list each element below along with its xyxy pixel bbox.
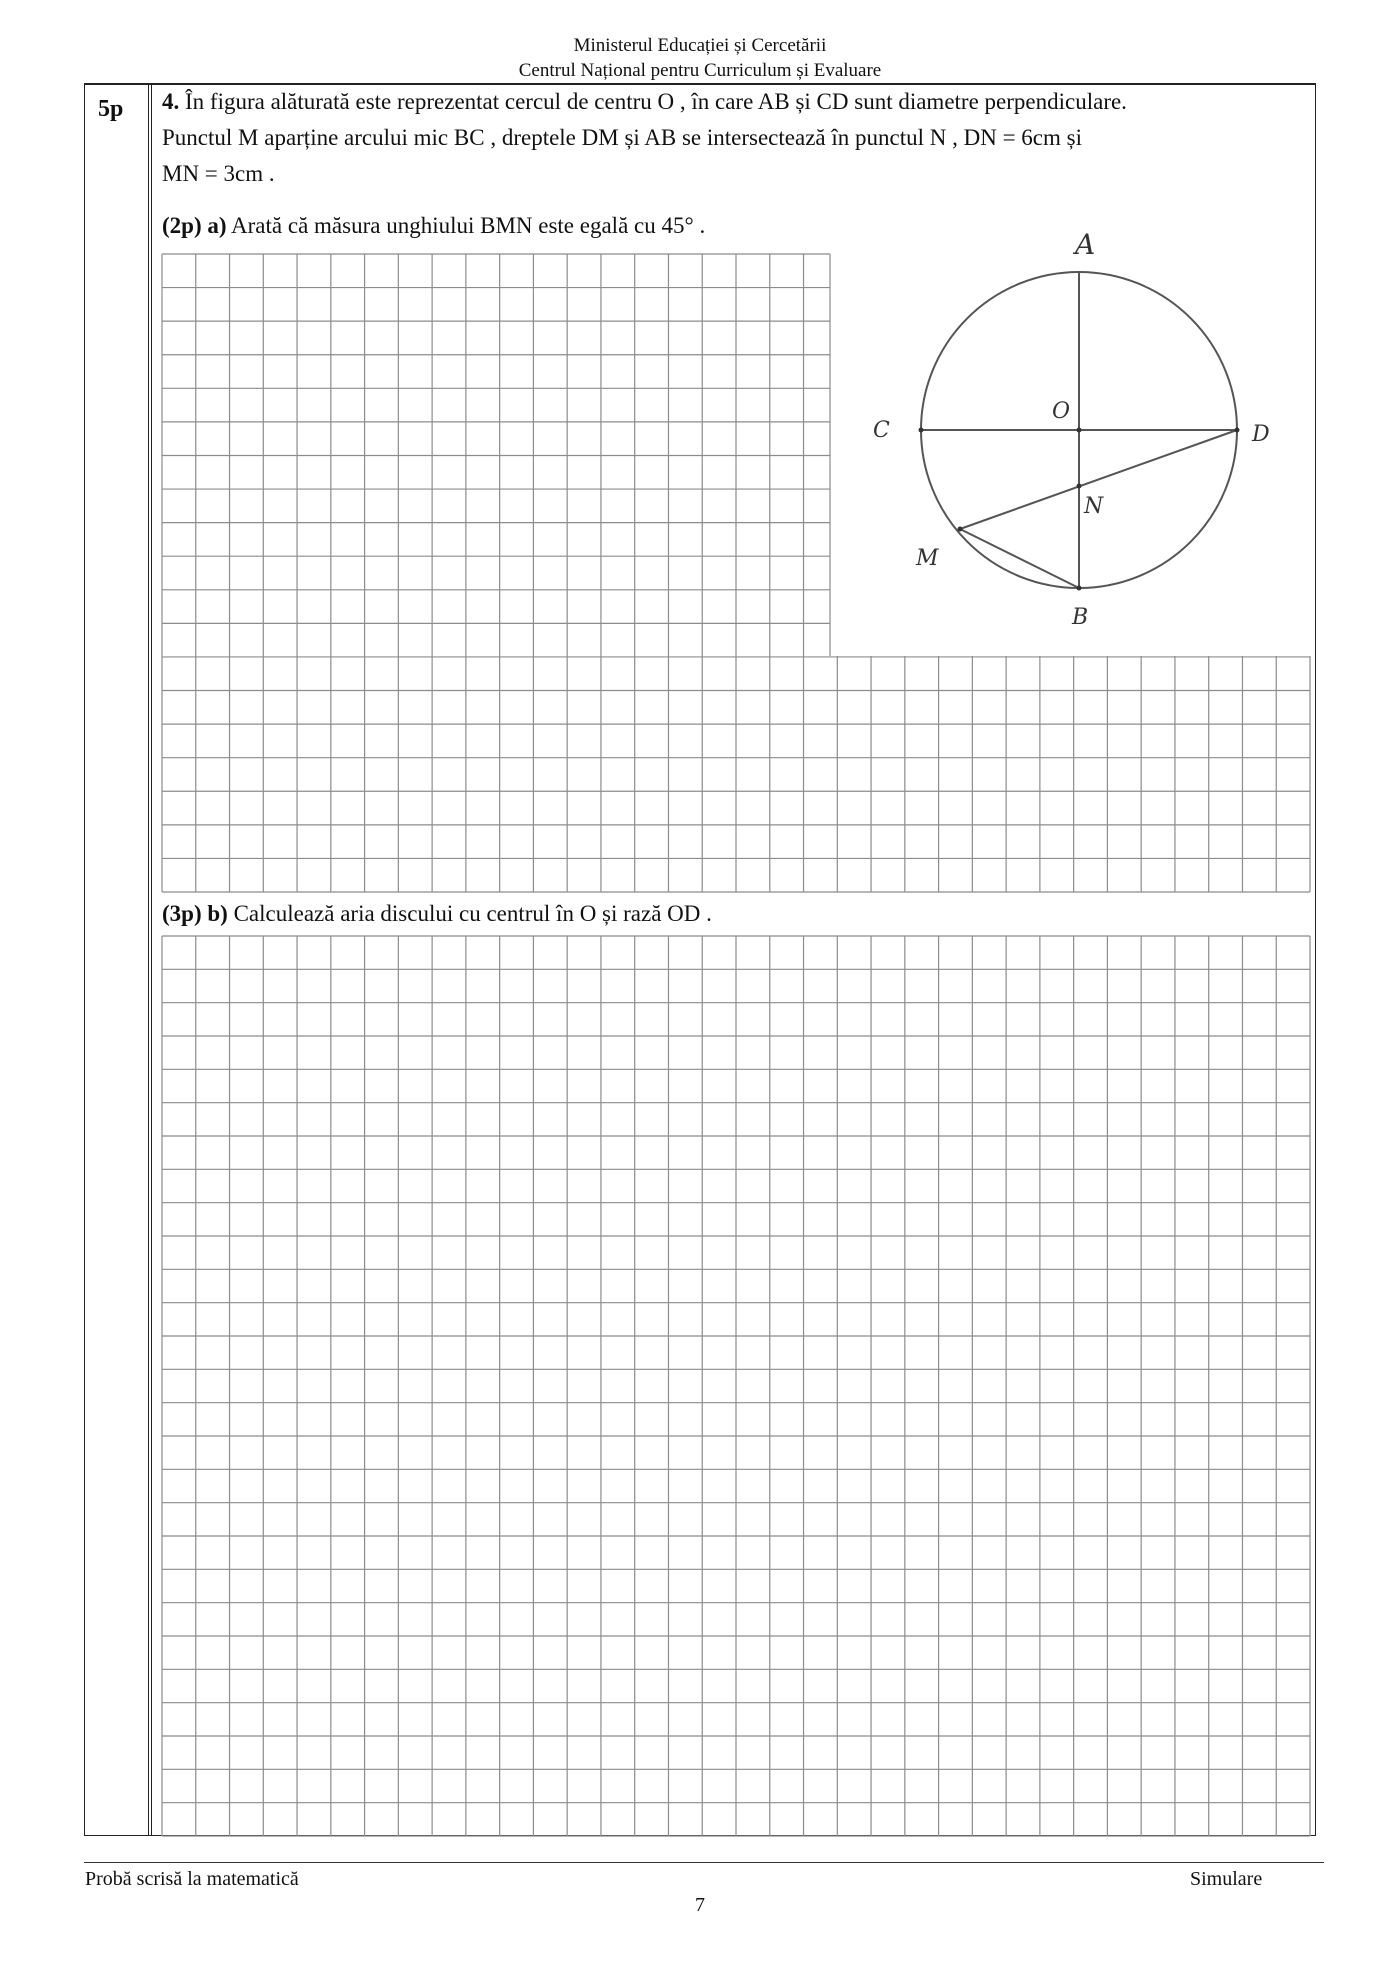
question-a-text: Arată că măsura unghiului BMN este egală cu 45° . bbox=[226, 213, 706, 238]
label-a: A bbox=[1075, 228, 1096, 261]
label-d: D bbox=[1252, 422, 1270, 447]
header-ministry: Ministerul Educației și Cercetării bbox=[573, 35, 827, 56]
point-b-dot bbox=[1077, 586, 1082, 591]
answer-grid-b[interactable] bbox=[162, 936, 1310, 1836]
point-n-dot bbox=[1077, 484, 1082, 489]
segment-mb bbox=[960, 529, 1079, 588]
header-center: Centrul Național pentru Curriculum și Evaluare bbox=[518, 60, 882, 81]
label-n: N bbox=[1084, 494, 1104, 519]
problem-line-2: Punctul M aparține arcului mic BC , dreptele DM și AB se intersectează în punctul N , DN = 6cm și bbox=[162, 125, 1082, 150]
answer-grid-a[interactable] bbox=[162, 254, 1310, 892]
problem-number: 4. bbox=[162, 89, 180, 114]
point-o-dot bbox=[1077, 428, 1082, 433]
page-number: 7 bbox=[695, 1894, 705, 1916]
footer-session: Simulare bbox=[1190, 1868, 1263, 1890]
point-m-dot bbox=[958, 527, 963, 532]
footer-exam-title: Probă scrisă la matematică bbox=[85, 1868, 299, 1890]
point-d-dot bbox=[1235, 428, 1240, 433]
question-b-letter: b) bbox=[207, 901, 228, 926]
problem-line-3: MN = 3cm . bbox=[162, 161, 275, 186]
question-b-text: Calculează aria discului cu centrul în O și rază OD . bbox=[227, 901, 712, 926]
question-b-points: (3p) bbox=[162, 901, 202, 926]
footer-rule bbox=[84, 1862, 1324, 1863]
question-a-letter: a) bbox=[207, 213, 227, 238]
question-a-points: (2p) bbox=[162, 213, 202, 238]
label-c: C bbox=[873, 418, 890, 443]
label-o: O bbox=[1052, 399, 1071, 424]
problem-text-1: În figura alăturată este reprezentat cercul de centru O , în care AB și CD sunt diametre perpendiculare. bbox=[179, 89, 1127, 114]
points-label: 5p bbox=[98, 96, 124, 122]
label-m: M bbox=[916, 546, 939, 571]
circle-figure bbox=[873, 228, 1270, 630]
label-b: B bbox=[1072, 605, 1089, 630]
point-c-dot bbox=[919, 428, 924, 433]
